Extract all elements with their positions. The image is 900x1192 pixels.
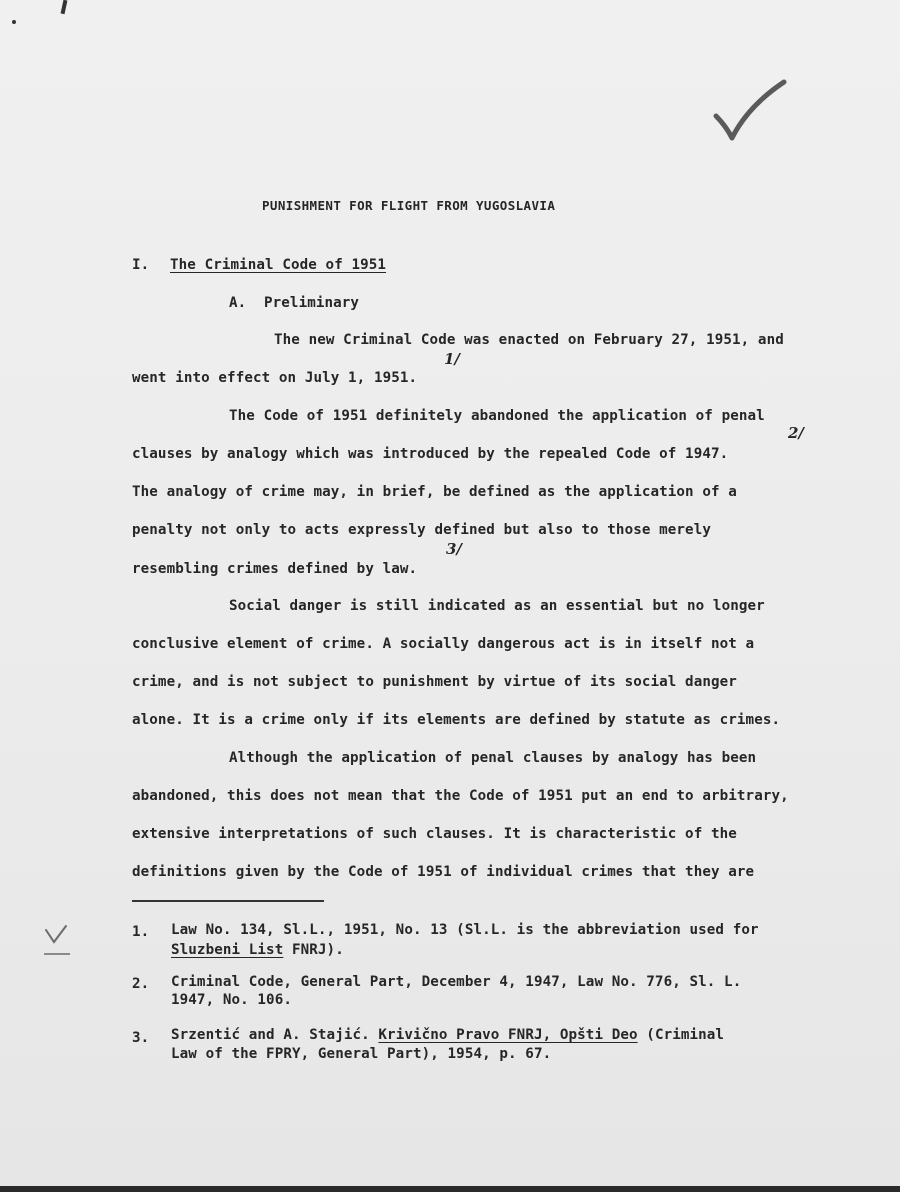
document-title: PUNISHMENT FOR FLIGHT FROM YUGOSLAVIA [262, 198, 556, 213]
footnote-text: Criminal Code, General Part, December 4, 1947, Law No. 776, Sl. L. [171, 974, 742, 990]
body-line: extensive interpretations of such clauses. It is characteristic of the [132, 826, 737, 842]
body-line: alone. It is a crime only if its elements are defined by statute as crimes. [132, 712, 781, 728]
footnote-text: Law No. 134, Sl.L., 1951, No. 13 (Sl.L. is the abbreviation used for [171, 922, 759, 938]
footnote-text: Law of the FPRY, General Part), 1954, p. 67. [171, 1046, 552, 1062]
body-line: The analogy of crime may, in brief, be defined as the application of a [132, 484, 737, 500]
footnote-mark: 2/ [788, 424, 804, 442]
body-line: Although the application of penal clauses by analogy has been [229, 750, 757, 766]
footnote-divider [132, 900, 324, 902]
footnote-mark: 3/ [446, 540, 462, 558]
footnote-title: Sluzbeni List [171, 942, 284, 958]
scan-speck [12, 20, 16, 24]
body-line: The Code of 1951 definitely abandoned the application of penal [229, 408, 765, 424]
body-line: penalty not only to acts expressly defined but also to those merely [132, 522, 711, 538]
footnote-number: 3. [132, 1030, 150, 1046]
footnote-text [171, 1027, 724, 1043]
footnote-text: 1947, No. 106. [171, 992, 292, 1008]
footnote-text-rest: FNRJ). [283, 942, 344, 958]
footnote-mark: 1/ [444, 350, 460, 368]
footnote-text [171, 942, 344, 958]
scan-bottom-edge [0, 1186, 900, 1192]
body-line: crime, and is not subject to punishment by virtue of its social danger [132, 674, 737, 690]
footnote-text-rest: (Criminal [637, 1027, 725, 1043]
footnote-number: 1. [132, 924, 150, 940]
checkmark-icon [708, 76, 788, 146]
body-line: conclusive element of crime. A socially dangerous act is in itself not a [132, 636, 755, 652]
margin-check-icon [44, 924, 72, 958]
subsection-number: A. [229, 295, 247, 311]
body-line: clauses by analogy which was introduced by the repealed Code of 1947. [132, 446, 729, 462]
footnote-author: Srzentić and A. Stajić. [171, 1027, 379, 1043]
subsection-heading: Preliminary [264, 295, 360, 311]
section-heading: The Criminal Code of 1951 [170, 257, 387, 273]
body-line: went into effect on July 1, 1951. [132, 370, 418, 386]
body-line: resembling crimes defined by law. [132, 561, 418, 577]
body-line: definitions given by the Code of 1951 of individual crimes that they are [132, 864, 755, 880]
body-line: The new Criminal Code was enacted on February 27, 1951, and [274, 332, 784, 348]
scan-mark [61, 0, 68, 14]
footnote-title: Krivično Pravo FNRJ, Opšti Deo [378, 1027, 638, 1043]
section-number: I. [132, 257, 150, 273]
body-line: abandoned, this does not mean that the Code of 1951 put an end to arbitrary, [132, 788, 789, 804]
body-line: Social danger is still indicated as an essential but no longer [229, 598, 765, 614]
footnote-number: 2. [132, 976, 150, 992]
